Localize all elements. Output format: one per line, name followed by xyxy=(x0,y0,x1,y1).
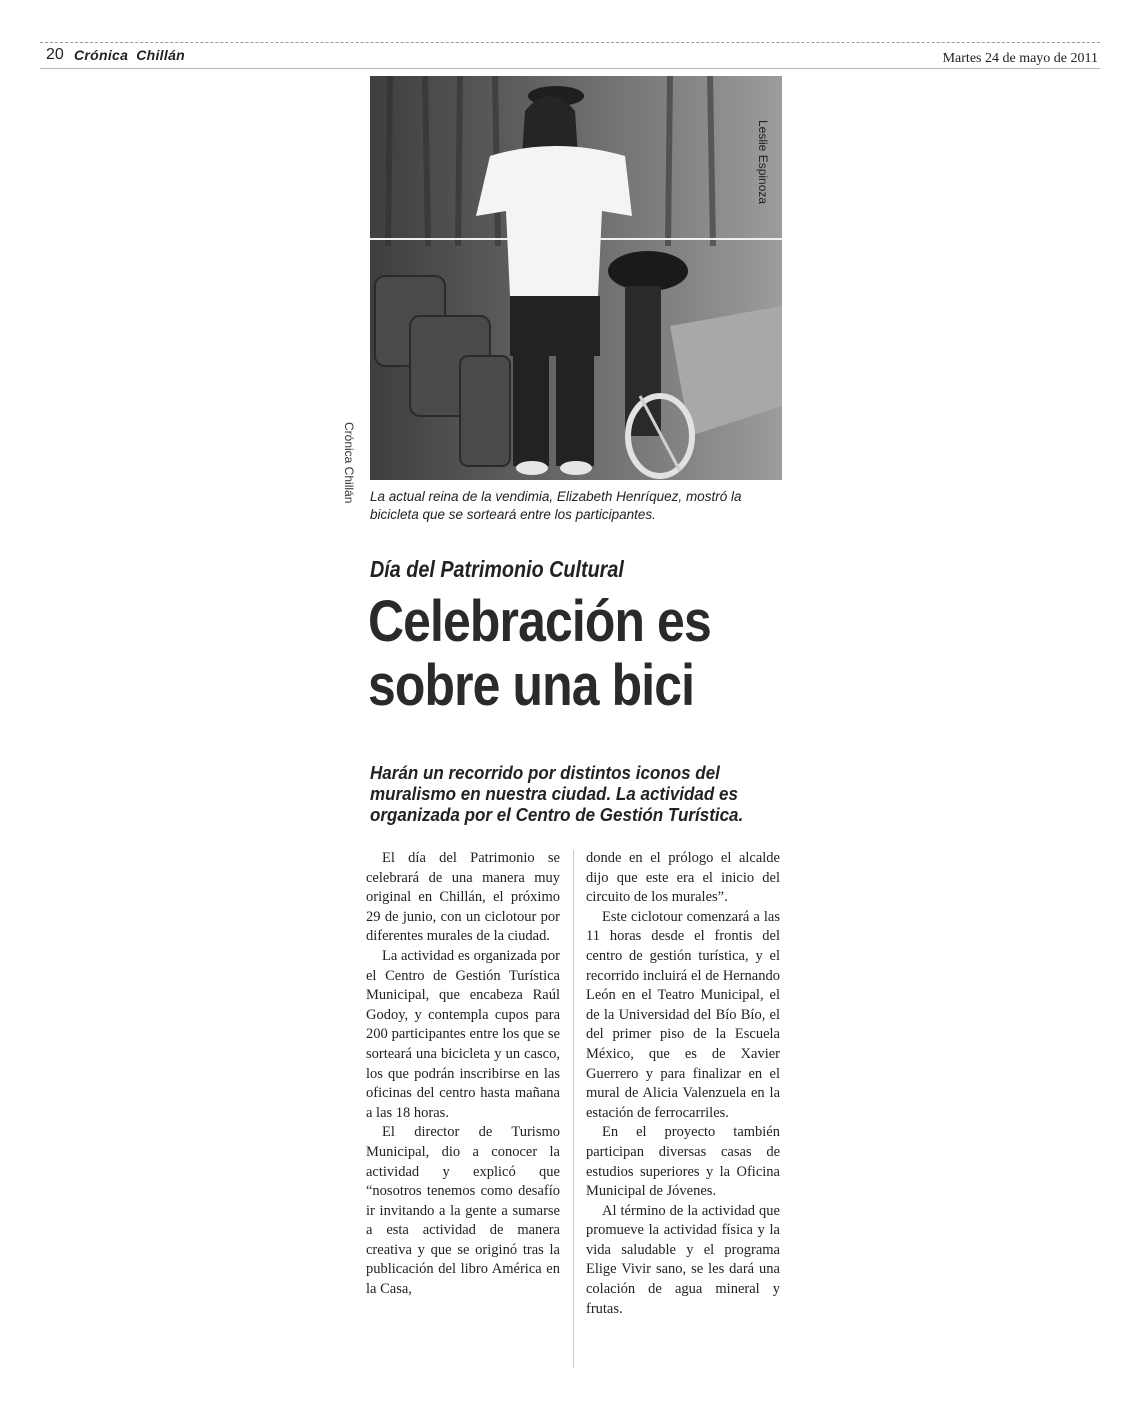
paragraph: El director de Turismo Municipal, dio a conocer la actividad y explicó que “nosotros tenemos como desafío ir invitando a la gente a sumarse a esta actividad de manera creativa y que se originó tras la publicación del libro América en la Casa, xyxy=(366,1124,560,1298)
photo-caption: La actual reina de la vendimia, Elizabeth Henríquez, mostró la bicicleta que se sorteará entre los participantes. xyxy=(370,489,742,522)
paragraph-continued: donde en el prólogo el alcalde dijo que este era el inicio del circuito de los murales”. xyxy=(586,850,780,906)
masthead-cronica: Crónica xyxy=(74,47,129,63)
paragraph: El día del Patrimonio se celebrará de una manera muy original en Chillán, el próximo 29 de junio, con un ciclotour por diferentes murales de la ciudad. xyxy=(366,850,560,945)
header-rule-top xyxy=(40,42,1100,43)
photo-illustration xyxy=(370,76,782,480)
masthead-chillan: Chillán xyxy=(136,47,186,63)
page-number: 20 xyxy=(46,46,64,63)
article-photo xyxy=(370,76,782,480)
photo-credit-left: Crónica Chillán xyxy=(342,422,356,504)
body-column-2 xyxy=(586,849,780,1319)
lede: Harán un recorrido por distintos iconos del muralismo en nuestra ciudad. La actividad es organizada por el Centro de Gestión Turística. xyxy=(370,762,744,825)
header-rule-bottom xyxy=(40,68,1100,69)
masthead xyxy=(74,47,193,63)
body-column-1 xyxy=(366,849,560,1300)
headline: Celebración es sobre una bici xyxy=(368,589,711,718)
paragraph: En el proyecto también participan diversas casas de estudios superiores y la Oficina Municipal de Jóvenes. xyxy=(586,1124,780,1200)
paragraph: La actividad es organizada por el Centro de Gestión Turística Municipal, que encabeza Raúl Godoy, y contempla cupos para 200 participantes entre los que se sorteará una bicicleta y un casco, los que podrán inscribirse en las oficinas del centro hasta mañana a las 18 horas. xyxy=(366,947,560,1121)
column-divider xyxy=(573,850,574,1368)
paragraph: Este ciclotour comenzará a las 11 horas desde el frontis del centro de gestión turística, y el recorrido incluirá el de Hernando León en el Teatro Municipal, el de la Universidad del Bío Bío, el del primer piso de la Escuela México, que es de Xavier Guerrero y para finalizar en el mural de Alicia Valenzuela en la estación de ferrocarriles. xyxy=(586,908,780,1121)
kicker: Día del Patrimonio Cultural xyxy=(370,556,624,582)
paragraph: Al término de la actividad que promueve la actividad física y la vida saludable y el programa Elige Vivir sano, se les dará una colación de agua mineral y frutas. xyxy=(586,1202,780,1317)
issue-date: Martes 24 de mayo de 2011 xyxy=(942,51,1098,66)
photo-credit-right: Leslie Espinoza xyxy=(756,120,770,205)
